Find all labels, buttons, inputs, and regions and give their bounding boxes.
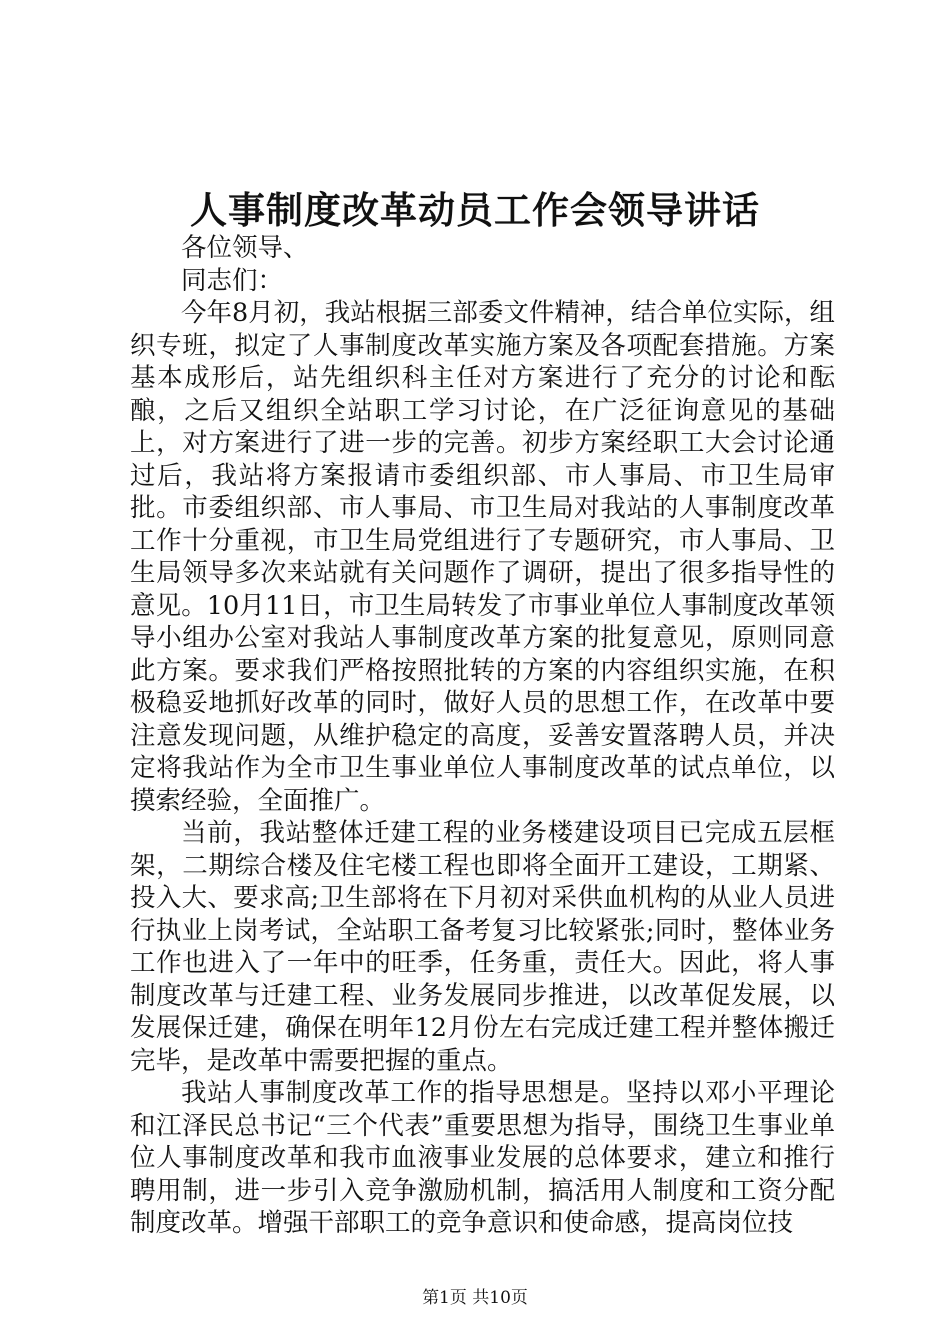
paragraph-guiding-principle: 我站人事制度改革工作的指导思想是。坚持以邓小平理论和江泽民总书记“三个代表”重要思想为指导，围绕卫生事业单位人事制度改革和我市血液事业发展的总体要求，建立和推行聘用制，进一步引入竞争激励机制，搞活用人制度和工资分配制度改革。增强干部职工的竞争意识和使命感，提高岗位技 [130,1078,835,1238]
page-footer: 第1页 共10页 [422,1288,528,1308]
paragraph-background: 今年8月初，我站根据三部委文件精神，结合单位实际，组织专班，拟定了人事制度改革实施方案及各项配套措施。方案基本成形后，站先组织科主任对方案进行了充分的讨论和酝酿，之后又组织全站职工学习讨论，在广泛征询意见的基础上，对方案进行了进一步的完善。初步方案经职工大会讨论通过后，我站将方案报请市委组织部、市人事局、市卫生局审批。市委组织部、市人事局、市卫生局对我站的人事制度改革工作十分重视，市卫生局党组进行了专题研究，市人事局、卫生局领导多次来站就有关问题作了调研，提出了很多指导性的意见。10月11日，市卫生局转发了市事业单位人事制度改革领导小组办公室对我站人事制度改革方案的批复意见，原则同意此方案。要求我们严格按照批转的方案的内容组织实施，在积极稳妥地抓好改革的同时，做好人员的思想工作，在改革中要注意发现问题，从维护稳定的高度，妥善安置落聘人员，并决定将我站作为全市卫生事业单位人事制度改革的试点单位，以摸索经验，全面推广。 [130,298,835,816]
salutation-comrades: 同志们： [181,265,284,296]
document-body [130,232,835,1240]
salutation-leaders: 各位领导、 [181,233,309,263]
paragraph-current-situation: 当前，我站整体迁建工程的业务楼建设项目已完成五层框架，二期综合楼及住宅楼工程也即将全面开工建设，工期紧、投入大、要求高;卫生部将在下月初对采供血机构的从业人员进行执业上岗考试，全站职工备考复习比较紧张;同时，整体业务工作也进入了一年中的旺季，任务重，责任大。因此，将人事制度改革与迁建工程、业务发展同步推进，以改革促发展，以发展保迁建，确保在明年12月份左右完成迁建工程并整体搬迁完毕，是改革中需要把握的重点。 [130,818,835,1076]
document-title: 人事制度改革动员工作会领导讲话 [190,188,760,232]
